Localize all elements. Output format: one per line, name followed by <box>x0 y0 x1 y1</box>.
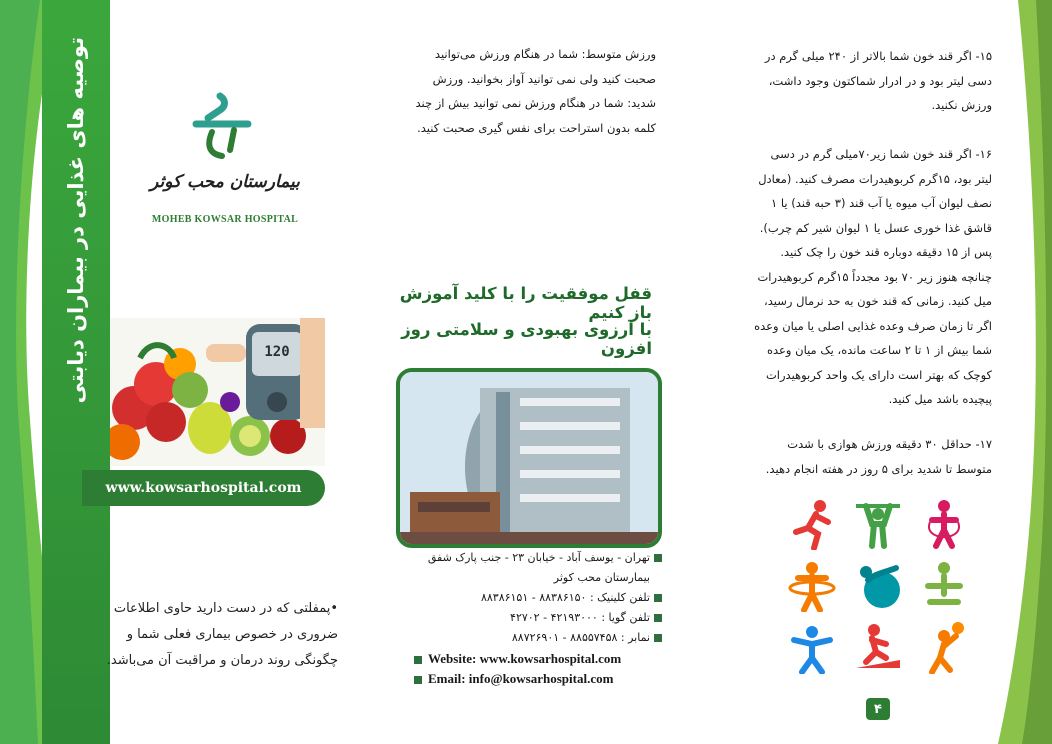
website-band <box>82 470 325 506</box>
sport-icons-grid <box>786 498 976 678</box>
weightlifter-icon <box>852 498 904 550</box>
middle-panel <box>352 0 702 744</box>
website-text[interactable]: Website: www.kowsarhospital.com <box>428 651 622 666</box>
building-illustration <box>400 372 658 544</box>
hospital-logo-icon <box>190 92 254 160</box>
page-number-badge <box>866 698 890 720</box>
ball-player-icon <box>918 622 970 674</box>
address-line-2: بیمارستان محب کوثر <box>553 571 650 584</box>
bullet-icon <box>414 676 422 684</box>
fax-line <box>392 628 662 648</box>
clinic-phone-line <box>392 588 662 608</box>
hospital-building-photo <box>396 368 662 548</box>
bullet-icon <box>654 614 662 622</box>
bullet-icon <box>654 634 662 642</box>
intro-paragraph: •پمفلتی که در دست دارید حاوی اطلاعات ضروری در خصوص بیماری فعلی شما و چگونگی روند درمان و مراقبت آن می‌باشد. <box>106 601 338 668</box>
fruit-glucometer-photo <box>110 318 325 466</box>
jump-rope-icon <box>918 498 970 550</box>
yoga-icon <box>918 560 970 612</box>
treadmill-icon <box>852 622 904 674</box>
bullet-icon <box>654 554 662 562</box>
address-text: تهران - یوسف آباد - خیابان ۲۳ - جنب پارک شفق <box>427 551 650 564</box>
clinic-phone-text[interactable]: تلفن کلینیک : ۸۸۳۸۶۱۵۰ - ۸۸۳۸۶۱۵۱ <box>480 591 650 604</box>
title-pillar-wrap <box>42 10 110 430</box>
right-panel <box>702 0 1052 744</box>
email-line <box>414 671 613 687</box>
slogan-line-2: با آرزوی بهبودی و سلامتی روز افزون <box>401 320 652 358</box>
stretching-icon <box>786 622 838 674</box>
slogan-line-1: قفل موفقیت را با کلید آموزش باز کنیم <box>399 284 652 322</box>
email-text[interactable]: Email: info@kowsarhospital.com <box>428 671 614 686</box>
bullet-icon <box>654 594 662 602</box>
advice-item-17: ۱۷- حداقل ۳۰ دقیقه ورزش هوازی با شدت متوسط تا شدید برای ۵ روز در هفته انجام دهید. <box>765 437 992 476</box>
website-line <box>414 651 621 667</box>
hospital-name-fa: بیمارستان محب کوثر <box>150 172 300 192</box>
hula-hoop-icon <box>786 560 838 612</box>
hospital-name-en: MOHEB KOWSAR HOSPITAL <box>151 214 299 225</box>
gym-ball-icon <box>852 560 904 612</box>
exercise-intensity-text: ورزش متوسط: شما در هنگام ورزش می‌توانید صحبت کنید ولی نمی توانید آواز بخوانید. ورزش شدید: شما در هنگام ورزش نمی توانید بیش از چند کلمه بدون استراحت برای نفس گیری صحبت کنید. <box>415 47 656 135</box>
runner-icon <box>786 498 838 550</box>
contact-block <box>392 548 662 648</box>
fruit-illustration <box>110 318 325 466</box>
left-panel <box>0 0 352 744</box>
fax-text: نمابر : ۸۸۵۵۷۴۵۸ - ۸۸۷۲۶۹۰۱ <box>511 631 650 644</box>
advice-item-16: ۱۶- اگر قند خون شما زیر۷۰میلی گرم در دسی لیتر بود، ۱۵گرم کربوهیدرات مصرف کنید. (معادل نصف لیوان آب میوه یا آب قند (۳ حبه قند) یا ۱ قاشق غذا خوری عسل یا ۱ لیوان شیر کم چرب). پس از ۱۵ دقیقه دوباره قند خون را چک کنید. چنانچه هنوز زیر ۷۰ بود مجدداً ۱۵گرم کربوهیدرات میل کنید. زمانی که قند خون به حد نرمال رسید، اگر تا زمان صرف وعده غذایی اصلی یا میان وعده شما بیش از ۱ تا ۲ ساعت مانده، یک میان وعده کوچک که بهتر است دارای یک واحد کربوهیدرات پیچیده باشد میل کنید. <box>754 147 992 406</box>
advice-item-15: ۱۵- اگر قند خون شما بالاتر از ۲۴۰ میلی گرم در دسی لیتر بود و در ادرار شماکتون وجود داشت، ورزش نکنید. <box>764 49 992 112</box>
website-band-text[interactable]: www.kowsarhospital.com <box>105 480 302 496</box>
glucometer-reading: 120 <box>264 344 290 360</box>
page-number: ۴ <box>874 701 882 717</box>
address-line <box>392 548 662 568</box>
auto-phone-text[interactable]: تلفن گویا : ۴۲۱۹۳۰۰۰ - ۴۲۷۰۲ <box>510 611 650 624</box>
bullet-icon <box>414 656 422 664</box>
auto-phone-line <box>392 608 662 628</box>
brochure-title: توصیه های غذایی در بیماران دیابتی <box>64 36 88 404</box>
